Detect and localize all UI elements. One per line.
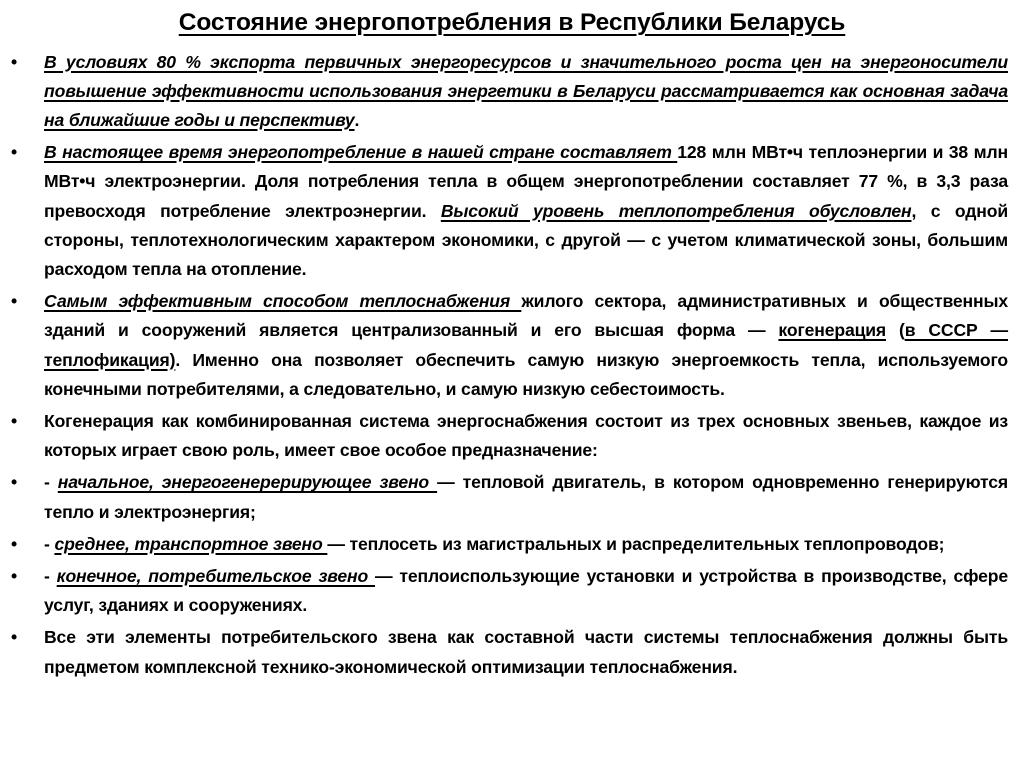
bullet-text: [44, 138, 1008, 284]
bullet-export-conditions: [0, 48, 1024, 136]
bullet-marker: •: [11, 51, 18, 72]
bullet-most-effective-method: [0, 287, 1024, 404]
bullet-text: [44, 287, 1008, 404]
text-run: среднее, транспортное звено: [54, 533, 328, 554]
bullet-optimization: [0, 623, 1024, 681]
text-run: — тепловой двигатель, в котором одновременно генерируются тепло и электроэнергия;: [44, 472, 1008, 522]
text-run: конечное, потребительское звено: [56, 565, 376, 586]
bullet-marker: •: [11, 627, 18, 648]
text-run: , с одной стороны, теплотехнологическим характером экономики, с другой — с учетом климатической зоны, большим расходом тепла на отопление.: [44, 200, 1008, 279]
text-run: жилого сектора, административных и общественных зданий и сооружений является централизованный и его высшая форма —: [44, 291, 1008, 341]
bullet-link-final: [0, 562, 1024, 620]
bullet-link-initial: [0, 468, 1024, 526]
bullet-marker: •: [11, 142, 18, 163]
text-run: 128 млн МВт•ч теплоэнергии и 38 млн МВт•ч электроэнергии. Доля потребления тепла в общем энергопотреблении составляет 77 %, в 3,3 раза превосходя потребление электроэнергии.: [44, 142, 1008, 221]
text-run: В условиях 80 % экспорта первичных энергоресурсов и значительного роста цен на энергоносители повышение эффективности использования энергетики в Беларуси рассматривается как основная задача на ближайшие годы и перспективу: [44, 51, 1008, 130]
page-title-text: Состояние энергопотребления в Республики Беларусь: [178, 9, 846, 36]
bullet-marker: •: [11, 533, 18, 554]
bullet-text: [44, 407, 1008, 465]
text-run: Все эти элементы потребительского звена как составной части системы теплоснабжения должны быть предметом комплексной технико-экономической оптимизации теплоснабжения.: [44, 627, 1008, 677]
text-run: в СССР — теплофикация): [44, 320, 1008, 370]
text-run: .: [354, 109, 360, 130]
text-run: — теплоиспользующие установки и устройства в производстве, сфере услуг, зданиях и сооружениях.: [44, 565, 1008, 616]
bullet-current-consumption: [0, 138, 1024, 284]
text-run: В настоящее время энергопотребление в нашей стране составляет: [44, 142, 678, 163]
bullet-marker: •: [11, 291, 18, 312]
text-run: — теплосеть из магистральных и распределительных теплопроводов;: [327, 533, 945, 554]
text-run: (: [886, 320, 905, 341]
text-run: -: [44, 533, 55, 554]
bullet-text: [44, 468, 1008, 526]
text-run: когенерация: [778, 320, 887, 341]
text-run: Когенерация как комбинированная система энергоснабжения состоит из трех основных звеньев, каждое из которых играет свою роль, имеет свое особое предназначение:: [44, 410, 1008, 461]
bullet-marker: •: [11, 410, 18, 431]
text-run: начальное, энергогенерерирующее звено: [57, 472, 438, 493]
bullet-link-middle: [0, 530, 1024, 559]
bullet-list: [0, 48, 1024, 682]
text-run: . Именно она позволяет обеспечить самую низкую энергоемкость тепла, используемого конечными потребителями, а следовательно, и самую низкую себестоимость.: [44, 349, 1008, 399]
bullet-text: [44, 562, 1008, 620]
bullet-marker: •: [11, 472, 18, 493]
bullet-marker: •: [11, 565, 18, 586]
text-run: Высокий уровень теплопотребления обусловлен: [440, 200, 912, 221]
page-title: [0, 0, 1024, 36]
text-run: Самым эффективным способом теплоснабжения: [44, 291, 522, 312]
text-run: -: [44, 472, 58, 493]
bullet-text: [44, 48, 1008, 136]
bullet-cogeneration-three-links: [0, 407, 1024, 465]
bullet-text: [44, 530, 1008, 559]
bullet-text: [44, 623, 1008, 681]
text-run: -: [44, 565, 57, 586]
